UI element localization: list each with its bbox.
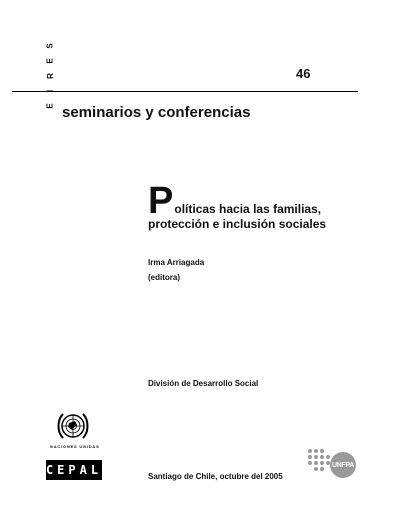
author-name: Irma Arriagada [148, 258, 205, 267]
title-line-2: protección e inclusión sociales [148, 217, 327, 231]
un-emblem-icon [55, 410, 91, 442]
serie-letter: E [46, 103, 55, 109]
serie-vertical-label [44, 42, 58, 110]
title-drop-cap: P [148, 180, 174, 222]
place-date: Santiago de Chile, octubre del 2005 [148, 472, 283, 481]
cepal-logo: CEPAL [46, 460, 102, 480]
unfpa-dots-icon [306, 448, 332, 472]
title-text [148, 180, 378, 232]
series-title: seminarios y conferencias [62, 104, 251, 121]
serie-letter: S [46, 43, 55, 49]
serie-letter: E [46, 58, 55, 64]
title-line-1: olíticas hacia las familias, [174, 202, 322, 216]
header-rule [12, 91, 358, 92]
unfpa-logo: UNFPA [330, 452, 356, 478]
series-number: 46 [296, 66, 311, 81]
un-caption: NACIONES UNIDAS [50, 444, 100, 449]
division-name: División de Desarrollo Social [148, 379, 259, 388]
editor-note: (editora) [148, 273, 180, 282]
serie-letter: R [46, 73, 55, 79]
document-title [148, 180, 378, 232]
